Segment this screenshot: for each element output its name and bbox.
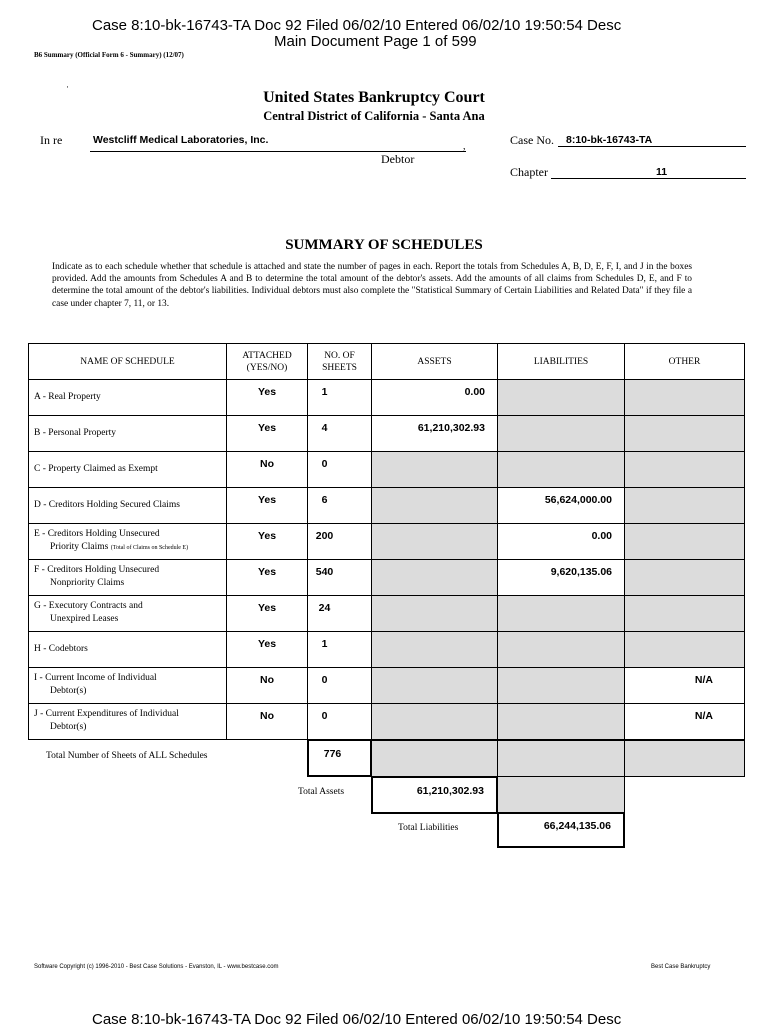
header-attached xyxy=(226,343,308,380)
row-i-liabilities-shaded xyxy=(497,667,625,704)
schedule-row-f xyxy=(28,559,227,596)
debtor-name: Westcliff Medical Laboratories, Inc. xyxy=(93,134,269,146)
row-f-liabilities xyxy=(497,559,625,596)
row-b-sheets-value: 4 xyxy=(321,422,328,434)
row-d-other-shaded xyxy=(624,487,745,524)
total-sheets-liabilities-shaded xyxy=(497,740,625,777)
row-i-other xyxy=(624,667,745,704)
instructions-paragraph: Indicate as to each schedule whether that schedule is attached and state the number of pages in each. Report the totals from Schedules A, B, D, E, F, I, and J in the boxes provided. Add the amounts from Schedules A and B to determine the total amount of the debtor's assets. Add the amounts of all claims from Schedules D, E, and F to determine the total amount of the debtor's liabilities. Individual debtors must also complete the "Statistical Summary of Certain Liabilities and Related Data" if they file a case under chapter 7, 11, or 13. xyxy=(52,262,692,309)
schedule-row-j xyxy=(28,703,227,740)
header-name-of-schedule xyxy=(28,343,227,380)
schedule-row-d xyxy=(28,487,227,524)
row-b-assets-value: 61,210,302.93 xyxy=(417,422,485,434)
row-j-other xyxy=(624,703,745,740)
row-d-liabilities xyxy=(497,487,625,524)
row-d-attached-value: Yes xyxy=(257,494,277,506)
header-liabilities xyxy=(497,343,625,380)
schedule-row-e xyxy=(28,523,227,560)
case-header-bottom: Case 8:10-bk-16743-TA Doc 92 Filed 06/02/10 Entered 06/02/10 19:50:54 Desc xyxy=(92,1011,622,1028)
row-c-attached-value: No xyxy=(260,458,274,470)
total-assets-label: Total Assets xyxy=(298,787,345,797)
total-sheets-other-shaded xyxy=(624,740,745,777)
case-no-label: Case No. xyxy=(510,133,554,147)
header-sheets-line-1: NO. OF xyxy=(324,351,355,361)
debtor-label: Debtor xyxy=(381,152,415,166)
row-d-liabilities-value: 56,624,000.00 xyxy=(544,494,612,506)
row-b-liabilities-shaded xyxy=(497,415,625,452)
court-title: United States Bankruptcy Court xyxy=(263,89,485,106)
row-a-other-shaded xyxy=(624,379,745,416)
row-e-name-line-1: E - Creditors Holding Unsecured xyxy=(34,529,160,539)
row-j-attached-value: No xyxy=(260,710,274,722)
schedule-row-h xyxy=(28,631,227,668)
header-liabilities-text: LIABILITIES xyxy=(533,357,589,367)
row-a-liabilities-shaded xyxy=(497,379,625,416)
row-e-attached xyxy=(226,523,308,560)
row-e-liabilities xyxy=(497,523,625,560)
row-j-attached xyxy=(226,703,308,740)
row-g-sheets xyxy=(307,595,372,632)
best-case-brand: Best Case Bankruptcy xyxy=(651,964,711,970)
row-a-sheets-value: 1 xyxy=(321,386,328,398)
row-c-sheets xyxy=(307,451,372,488)
row-i-attached xyxy=(226,667,308,704)
chapter-number: 11 xyxy=(656,166,668,178)
row-i-sheets-value: 0 xyxy=(321,674,328,686)
row-h-name: H - Codebtors xyxy=(34,644,88,654)
row-g-name-line-1: G - Executory Contracts and xyxy=(34,601,143,611)
header-other-text: OTHER xyxy=(668,357,701,367)
header-name-text: NAME OF SCHEDULE xyxy=(80,357,175,367)
row-c-attached xyxy=(226,451,308,488)
row-f-attached xyxy=(226,559,308,596)
court-district: Central District of California - Santa Ana xyxy=(263,109,485,123)
row-h-attached xyxy=(226,631,308,668)
software-copyright: Software Copyright (c) 1996-2010 - Best Case Solutions - Evanston, IL - www.bestcase.com xyxy=(34,964,279,970)
row-d-name: D - Creditors Holding Secured Claims xyxy=(34,500,180,510)
row-i-name-line-2: Debtor(s) xyxy=(50,686,87,696)
row-a-attached-value: Yes xyxy=(257,386,277,398)
total-assets-box xyxy=(371,776,498,814)
row-e-assets-shaded xyxy=(371,523,498,560)
header-sheets-line-2: SHEETS xyxy=(322,363,357,373)
form-identifier: B6 Summary (Official Form 6 - Summary) (12/07) xyxy=(34,51,184,59)
total-sheets-box xyxy=(307,739,372,777)
row-g-assets-shaded xyxy=(371,595,498,632)
row-i-other-value: N/A xyxy=(694,674,713,686)
row-a-name: A - Real Property xyxy=(34,392,101,402)
row-c-other-shaded xyxy=(624,451,745,488)
row-f-attached-value: Yes xyxy=(257,566,277,578)
total-liabilities-label: Total Liabilities xyxy=(398,823,459,833)
row-c-name: C - Property Claimed as Exempt xyxy=(34,464,158,474)
row-j-sheets xyxy=(307,703,372,740)
row-a-attached xyxy=(226,379,308,416)
row-b-attached-value: Yes xyxy=(257,422,277,434)
row-j-liabilities-shaded xyxy=(497,703,625,740)
row-h-sheets-value: 1 xyxy=(321,638,328,650)
debtor-comma: , xyxy=(463,141,466,152)
row-h-liabilities-shaded xyxy=(497,631,625,668)
row-d-sheets xyxy=(307,487,372,524)
row-i-attached-value: No xyxy=(260,674,274,686)
header-assets-text: ASSETS xyxy=(417,357,452,367)
row-e-sheets-value: 200 xyxy=(315,530,334,542)
header-assets xyxy=(371,343,498,380)
schedule-row-i xyxy=(28,667,227,704)
row-i-name-line-1: I - Current Income of Individual xyxy=(34,673,157,683)
row-i-assets-shaded xyxy=(371,667,498,704)
case-number: 8:10-bk-16743-TA xyxy=(566,134,653,146)
row-g-other-shaded xyxy=(624,595,745,632)
row-b-other-shaded xyxy=(624,415,745,452)
row-a-sheets xyxy=(307,379,372,416)
header-attached-line-1: ATTACHED xyxy=(242,351,292,361)
row-b-name: B - Personal Property xyxy=(34,428,117,438)
total-sheets-value: 776 xyxy=(323,748,342,760)
schedule-row-g xyxy=(28,595,227,632)
total-liabilities-box xyxy=(497,812,625,848)
row-b-attached xyxy=(226,415,308,452)
case-header-line-2: Main Document Page 1 of 599 xyxy=(274,33,477,50)
row-f-sheets-value: 540 xyxy=(315,566,334,578)
in-re-label: In re xyxy=(40,133,63,147)
row-b-sheets xyxy=(307,415,372,452)
total-assets-value: 61,210,302.93 xyxy=(416,785,484,797)
row-f-name-line-2: Nonpriority Claims xyxy=(50,578,125,588)
row-e-name-line-2 xyxy=(34,541,226,555)
schedule-row-c xyxy=(28,451,227,488)
row-g-sheets-value: 24 xyxy=(318,602,331,614)
header-attached-line-2: (YES/NO) xyxy=(246,363,288,373)
row-f-sheets xyxy=(307,559,372,596)
row-g-attached-value: Yes xyxy=(257,602,277,614)
row-c-sheets-value: 0 xyxy=(321,458,328,470)
row-g-attached xyxy=(226,595,308,632)
row-a-assets xyxy=(371,379,498,416)
total-liabilities-value: 66,244,135.06 xyxy=(543,820,611,832)
row-i-sheets xyxy=(307,667,372,704)
row-h-other-shaded xyxy=(624,631,745,668)
row-j-name-line-1: J - Current Expenditures of Individual xyxy=(34,709,179,719)
row-f-liabilities-value: 9,620,135.06 xyxy=(550,566,612,578)
row-h-attached-value: Yes xyxy=(257,638,277,650)
row-d-assets-shaded xyxy=(371,487,498,524)
case-header-line-1: Case 8:10-bk-16743-TA Doc 92 Filed 06/02/10 Entered 06/02/10 19:50:54 Desc xyxy=(92,17,622,34)
row-e-liabilities-value: 0.00 xyxy=(591,530,612,542)
row-d-attached xyxy=(226,487,308,524)
row-g-name-line-2: Unexpired Leases xyxy=(50,614,119,624)
row-d-sheets-value: 6 xyxy=(321,494,328,506)
row-j-name-line-2: Debtor(s) xyxy=(50,722,87,732)
row-h-sheets xyxy=(307,631,372,668)
row-e-other-shaded xyxy=(624,523,745,560)
row-j-assets-shaded xyxy=(371,703,498,740)
total-sheets-label: Total Number of Sheets of ALL Schedules xyxy=(46,751,208,761)
row-c-assets-shaded xyxy=(371,451,498,488)
header-sheets xyxy=(307,343,372,380)
row-e-sheets xyxy=(307,523,372,560)
row-f-name-line-1: F - Creditors Holding Unsecured xyxy=(34,565,160,575)
row-f-other-shaded xyxy=(624,559,745,596)
chapter-underline xyxy=(551,178,746,179)
row-f-assets-shaded xyxy=(371,559,498,596)
total-sheets-assets-shaded xyxy=(371,740,498,777)
schedule-row-a xyxy=(28,379,227,416)
header-other xyxy=(624,343,745,380)
summary-title: SUMMARY OF SCHEDULES xyxy=(285,237,483,253)
row-c-liabilities-shaded xyxy=(497,451,625,488)
stray-mark: · xyxy=(66,82,69,92)
row-j-sheets-value: 0 xyxy=(321,710,328,722)
schedule-row-b xyxy=(28,415,227,452)
case-no-underline xyxy=(558,146,746,147)
row-a-assets-value: 0.00 xyxy=(464,386,485,398)
row-j-other-value: N/A xyxy=(694,710,713,722)
row-e-note: (Total of Claims on Schedule E) xyxy=(110,545,189,551)
row-e-name-line-2-text: Priority Claims xyxy=(50,542,109,552)
row-e-attached-value: Yes xyxy=(257,530,277,542)
total-assets-liabilities-shaded xyxy=(497,776,625,813)
row-g-liabilities-shaded xyxy=(497,595,625,632)
row-b-assets xyxy=(371,415,498,452)
chapter-label: Chapter xyxy=(510,165,548,179)
row-h-assets-shaded xyxy=(371,631,498,668)
